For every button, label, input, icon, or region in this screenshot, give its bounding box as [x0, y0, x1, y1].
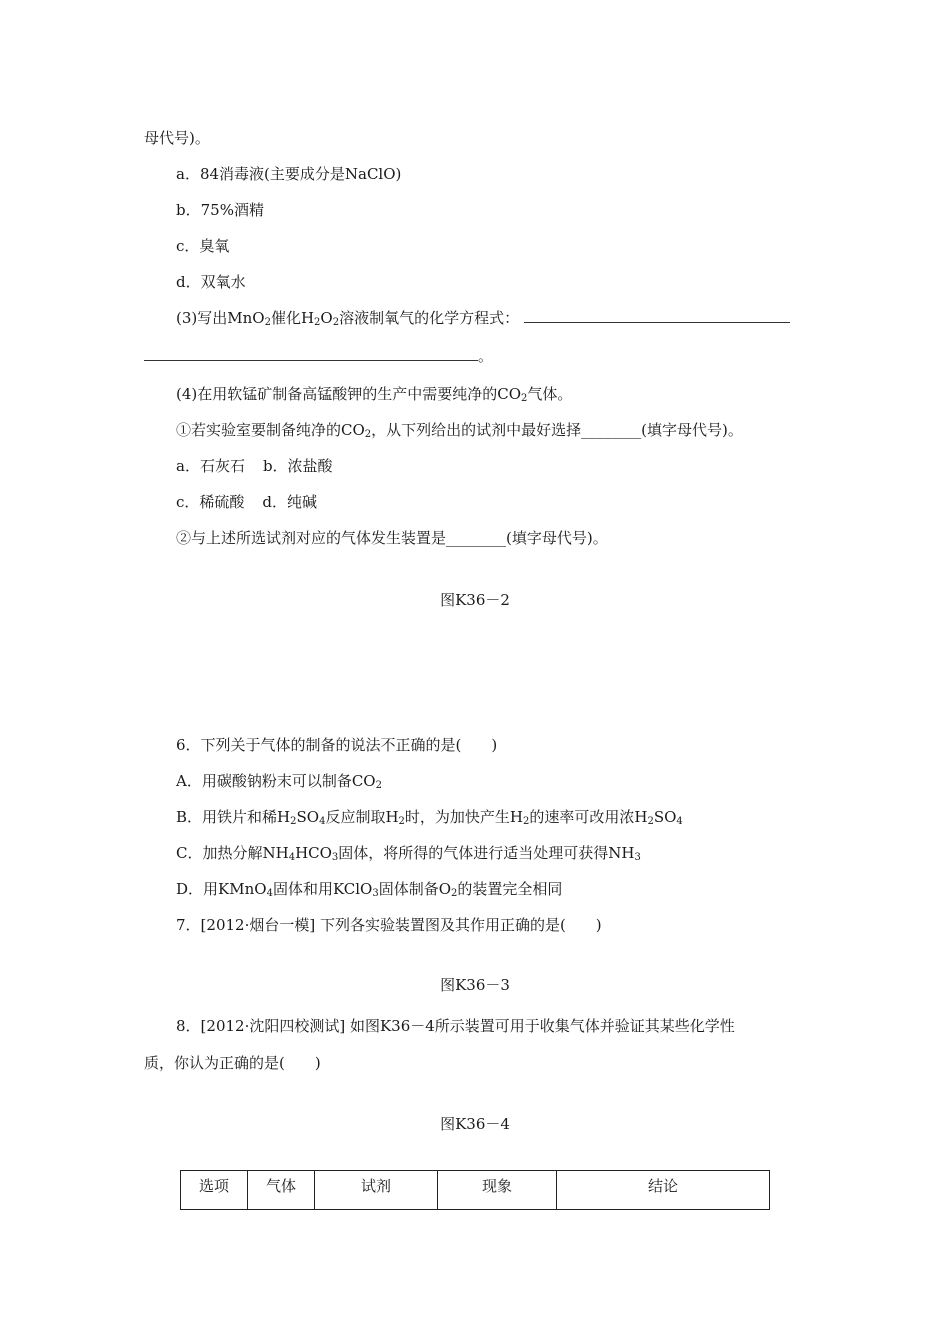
text: 时，为加快产生H	[404, 808, 523, 826]
subscript: 2	[521, 393, 528, 404]
question-6-stem: 6．下列关于气体的制备的说法不正确的是( )	[176, 736, 498, 754]
option-a: a．石灰石	[176, 457, 245, 475]
figure-caption-k36-2: 图K36－2	[440, 591, 510, 609]
text: 固体和用KClO	[272, 880, 373, 898]
subscript: 2	[332, 317, 340, 328]
subscript: 4	[266, 888, 273, 899]
question-6-option-a	[176, 771, 382, 791]
figure-caption-k36-3: 图K36－3	[440, 976, 510, 994]
text: O	[320, 309, 333, 327]
text: 的装置完全相同	[457, 880, 563, 898]
text: ①若实验室要制备纯净的CO	[176, 421, 365, 439]
subscript: 2	[290, 816, 297, 827]
text: SO	[653, 808, 677, 826]
subscript: 2	[314, 317, 321, 328]
subscript: 3	[634, 852, 641, 863]
option-b: b．浓盐酸	[262, 457, 333, 475]
question-5-part-4-2	[176, 528, 608, 548]
subscript: 2	[364, 429, 372, 440]
subscript: 4	[319, 816, 326, 827]
question-7-stem: 7．[2012·烟台一模] 下列各实验装置图及其作用正确的是( )	[176, 916, 602, 934]
option-b: b．75%酒精	[176, 201, 264, 219]
subscript: 4	[288, 852, 296, 863]
text: (4)在用软锰矿制备高锰酸钾的生产中需要纯净的CO	[176, 385, 522, 403]
header-conclusion: 结论	[557, 1171, 770, 1210]
text: D．用KMnO	[176, 880, 267, 898]
text: (填字母代号)。	[641, 421, 743, 439]
subscript: 4	[676, 816, 683, 827]
text: 的速率可改用浓H	[529, 808, 648, 826]
header-option: 选项	[181, 1171, 248, 1210]
text: 气体。	[527, 385, 573, 403]
question-5-part-4	[176, 384, 572, 404]
question-5-part-4-1	[176, 420, 743, 440]
figure-caption-k36-4: 图K36－4	[440, 1115, 510, 1133]
question-5-part-3-continued	[144, 346, 493, 366]
header-phenomenon: 现象	[438, 1171, 557, 1210]
subscript: 3	[372, 888, 379, 899]
subscript: 2	[264, 317, 271, 328]
answer-blank[interactable]: ________	[446, 529, 507, 547]
option-c: c．臭氧	[176, 237, 230, 255]
text: ②与上述所选试剂对应的气体发生装置是	[176, 529, 447, 547]
header-gas: 气体	[248, 1171, 315, 1210]
question-6-option-d	[176, 879, 562, 899]
question-8-line-2: 质，你认为正确的是( )	[144, 1054, 321, 1072]
reagent-options-row-1	[176, 456, 333, 476]
text: 固体制备O	[378, 880, 452, 898]
subscript: 2	[451, 888, 458, 899]
subscript: 2	[398, 816, 405, 827]
text: 固体，将所得的气体进行适当处理可获得NH	[338, 844, 635, 862]
header-reagent: 试剂	[315, 1171, 438, 1210]
text: 反应制取H	[325, 808, 399, 826]
text: 催化H	[270, 309, 315, 327]
question-8-line-1: 8．[2012·沈阳四校测试] 如图K36－4所示装置可用于收集气体并验证其某些化学性	[176, 1017, 735, 1035]
text: (填字母代号)。	[506, 529, 608, 547]
option-c: c．稀硫酸	[176, 493, 245, 511]
question-6-option-b	[176, 807, 683, 827]
text: ，从下列给出的试剂中最好选择	[371, 421, 582, 439]
question-5-part-3	[176, 308, 790, 328]
text: SO	[296, 808, 320, 826]
text: (3)写出MnO	[176, 309, 265, 327]
subscript: 2	[647, 816, 654, 827]
text: B．用铁片和稀H	[176, 808, 291, 826]
question-6-option-c	[176, 843, 641, 863]
option-d: d．双氧水	[176, 273, 246, 291]
subscript: 2	[375, 780, 382, 791]
subscript: 2	[523, 816, 530, 827]
text: A．用碳酸钠粉末可以制备CO	[176, 772, 376, 790]
answer-blank-line[interactable]	[144, 346, 478, 361]
option-a: a．84消毒液(主要成分是NaClO)	[176, 165, 402, 183]
option-d: d．纯碱	[262, 493, 318, 511]
answer-blank-line[interactable]	[524, 308, 790, 323]
reagent-options-row-2	[176, 492, 317, 512]
text: 溶液制氧气的化学方程式：	[339, 309, 520, 327]
answer-blank[interactable]: ________	[581, 421, 642, 439]
table-header-row	[181, 1171, 770, 1210]
answer-options-table	[180, 1170, 770, 1210]
text: 。	[478, 347, 494, 365]
text: C．加热分解NH	[176, 844, 289, 862]
text: HCO	[295, 844, 332, 862]
subscript: 3	[331, 852, 339, 863]
question-5-tail: 母代号)。	[144, 129, 210, 147]
